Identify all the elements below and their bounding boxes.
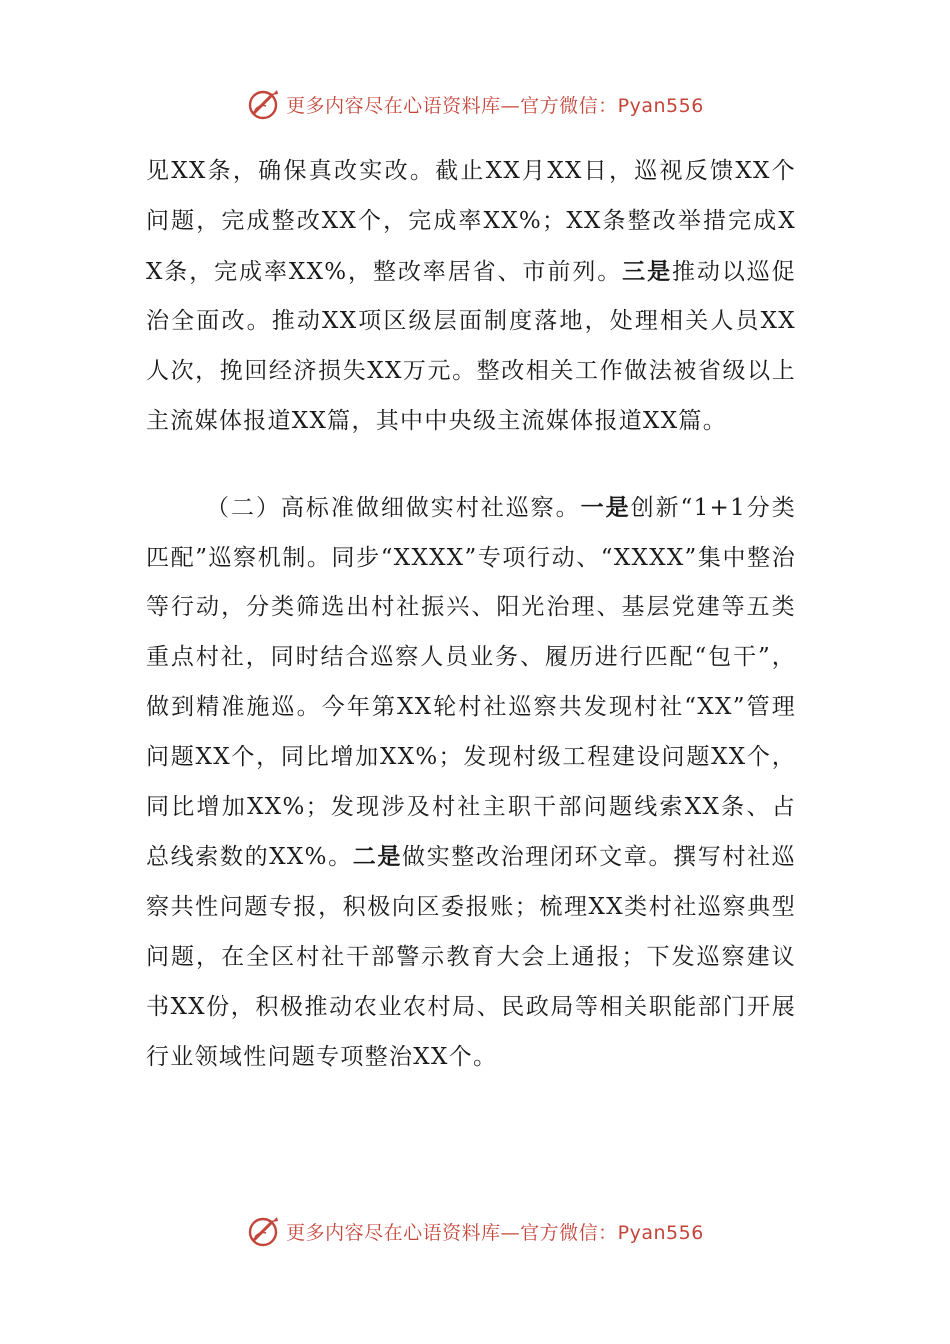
bold-marker-two: 二是 (352, 843, 403, 871)
watermark-text: 更多内容尽在心语资料库—官方微信：Pyan556 (286, 1221, 704, 1244)
pen-logo-icon (246, 1213, 282, 1249)
paragraph-continued: 见XX条，确保真改实改。截止XX月XX日，巡视反馈XX个问题，完成整改XX个，完成率XX%；XX条整改举措完成XX条，完成率XX%，整改率居省、市前列。三是推动以巡促治全面改。推动XX项区级层面制度落地，处理相关人员XX人次，挽回经济损失XX万元。整改相关工作做法被省级以上主流媒体报道XX篇，其中中央级主流媒体报道XX篇。 (146, 158, 796, 434)
header-watermark (0, 84, 950, 124)
bold-marker-one: 一是 (580, 493, 631, 521)
wechat-id: Pyan556 (617, 1221, 704, 1244)
paragraph-section-two: （二）高标准做细做实村社巡察。一是创新“1+1分类匹配”巡察机制。同步“XXXX”专项行动、“XXXX”集中整治等行动，分类筛选出村社振兴、阳光治理、基层党建等五类重点村社，同时结合巡察人员业务、履历进行匹配“包干”，做到精准施巡。今年第XX轮村社巡察共发现村社“XX”管理问题XX个，同比增加XX%；发现村级工程建设问题XX个，同比增加XX%；发现涉及村社主职干部问题线索XX条、占总线索数的XX%。二是做实整改治理闭环文章。撰写村社巡察共性问题专报，积极向区委报账；梳理XX类村社巡察典型问题，在全区村社干部警示教育大会上通报；下发巡察建议书XX份，积极推动农业农村局、民政局等相关职能部门开展行业领域性问题专项整治XX个。 (146, 493, 796, 1070)
watermark-text: 更多内容尽在心语资料库—官方微信：Pyan556 (286, 94, 704, 117)
document-body (146, 147, 796, 1082)
footer-watermark (0, 1211, 950, 1251)
bold-marker-three: 三是 (622, 257, 672, 285)
wechat-id: Pyan556 (617, 94, 704, 117)
pen-logo-icon (246, 86, 282, 122)
